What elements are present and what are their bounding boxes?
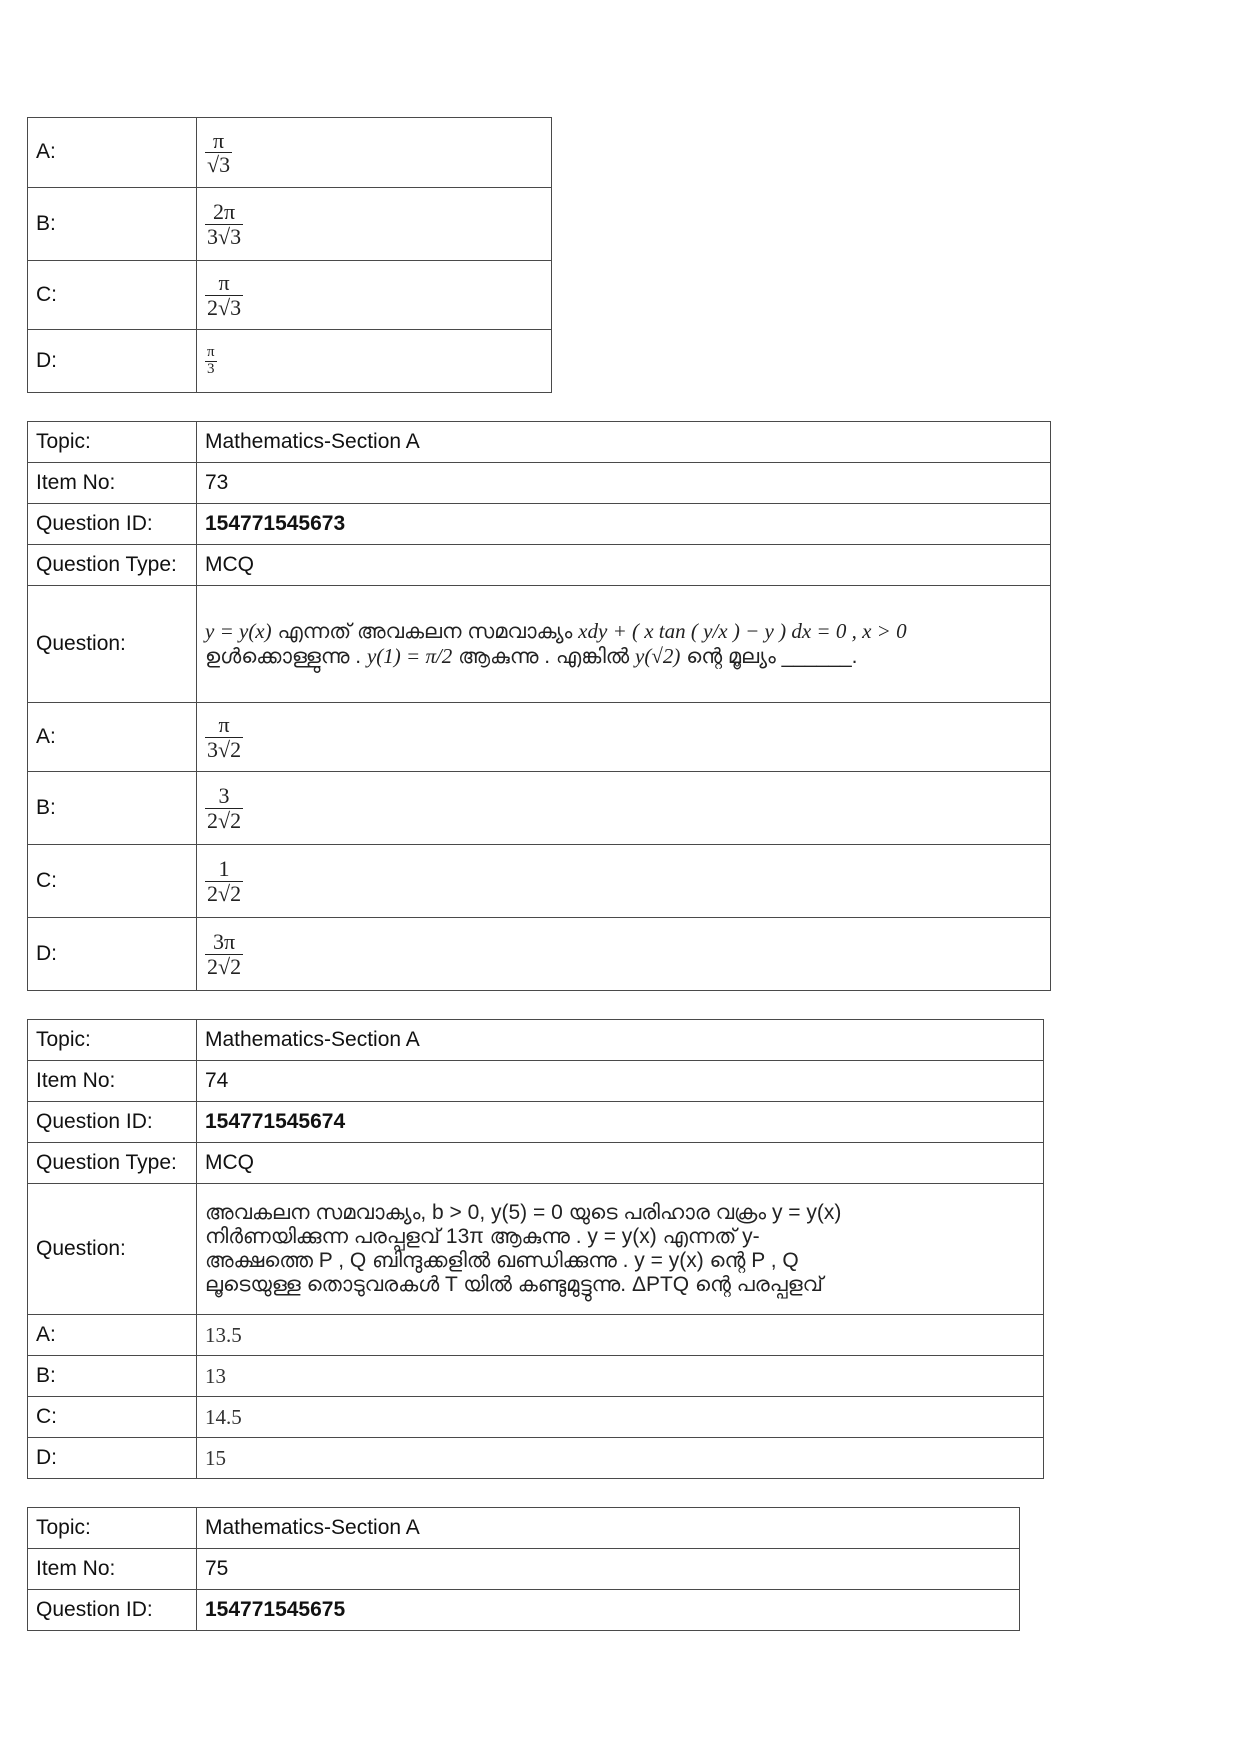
math-expression: y(√2) xyxy=(635,644,681,668)
question-line: ലൂടെയുള്ള തൊടുവരകൾ T യിൽ കണ്ടുമുട്ടുന്നു. ΔPTQ ന്റെ പരപ്പളവ് xyxy=(205,1273,823,1297)
question-id-value: 154771545674 xyxy=(197,1102,1044,1143)
option-value xyxy=(197,845,1051,918)
question-line: അവകലന സമവാക്യം, b > 0, y(5) = 0 യുടെ പരിഹാര വക്രം y = y(x) xyxy=(205,1200,842,1224)
option-row xyxy=(28,1397,1044,1438)
question-text xyxy=(197,586,1051,703)
topic-label: Topic: xyxy=(28,1020,197,1061)
fraction-denominator: 2√2 xyxy=(207,807,242,833)
option-row xyxy=(28,703,1051,772)
option-label: D: xyxy=(28,330,197,393)
option-row xyxy=(28,845,1051,918)
option-value xyxy=(197,918,1051,991)
question-type-label: Question Type: xyxy=(28,1143,197,1184)
fraction-numerator: π xyxy=(218,712,230,738)
question-table-74 xyxy=(27,1019,1044,1479)
option-label: D: xyxy=(28,918,197,991)
topic-label: Topic: xyxy=(28,1508,197,1549)
item-no-value: 75 xyxy=(197,1549,1020,1590)
option-value: 14.5 xyxy=(197,1397,1044,1438)
option-label: B: xyxy=(28,772,197,845)
item-no-value: 73 xyxy=(197,463,1051,504)
question-text xyxy=(197,1184,1044,1315)
fraction-numerator: 1 xyxy=(218,856,230,882)
option-row xyxy=(28,118,552,188)
math-expression: xdy + ( x tan ( y/x ) − y ) dx = 0 , x > 0 xyxy=(578,618,907,643)
option-row xyxy=(28,261,552,330)
question-id-value: 154771545675 xyxy=(197,1590,1020,1631)
option-row xyxy=(28,1438,1044,1479)
option-row xyxy=(28,330,552,393)
fraction-numerator: 3π xyxy=(212,929,236,955)
question-table-73 xyxy=(27,421,1051,991)
item-no-label: Item No: xyxy=(28,1549,197,1590)
option-value xyxy=(197,118,552,188)
fraction-numerator: 2π xyxy=(212,199,236,225)
question-label: Question: xyxy=(28,586,197,703)
option-label: B: xyxy=(28,1356,197,1397)
fraction-numerator: 3 xyxy=(218,783,230,809)
option-value: 13.5 xyxy=(197,1315,1044,1356)
question-id-label: Question ID: xyxy=(28,1590,197,1631)
question-id-label: Question ID: xyxy=(28,504,197,545)
options-table-prev xyxy=(27,117,552,393)
question-line xyxy=(205,619,1042,644)
option-label: A: xyxy=(28,1315,197,1356)
fraction-denominator: 2√3 xyxy=(207,294,242,320)
fraction-denominator: 3√3 xyxy=(207,223,242,249)
option-value xyxy=(197,188,552,261)
question-text-fragment: ഉൾക്കൊള്ളുന്നു . xyxy=(205,645,367,668)
option-row xyxy=(28,772,1051,845)
math-expression: y = y(x) xyxy=(205,618,272,643)
option-value: 15 xyxy=(197,1438,1044,1479)
item-no-label: Item No: xyxy=(28,1061,197,1102)
fraction-denominator: 3 xyxy=(207,360,215,377)
question-label: Question: xyxy=(28,1184,197,1315)
topic-value: Mathematics-Section A xyxy=(197,1020,1044,1061)
option-row xyxy=(28,918,1051,991)
option-label: C: xyxy=(28,261,197,330)
question-text-fragment: എന്നത് അവകലന സമവാക്യം xyxy=(271,619,579,643)
topic-value: Mathematics-Section A xyxy=(197,422,1051,463)
option-label: A: xyxy=(28,118,197,188)
option-label: D: xyxy=(28,1438,197,1479)
question-type-value: MCQ xyxy=(197,1143,1044,1184)
option-value xyxy=(197,703,1051,772)
question-text-fragment: ആകുന്നു . എങ്കിൽ xyxy=(452,645,636,668)
topic-label: Topic: xyxy=(28,422,197,463)
question-text-fragment: ന്റെ മൂല്യം ______. xyxy=(680,645,858,668)
option-row xyxy=(28,188,552,261)
question-id-value: 154771545673 xyxy=(197,504,1051,545)
question-line: അക്ഷത്തെ P , Q ബിന്ദുക്കളിൽ ഖണ്ഡിക്കുന്നു . y = y(x) ന്റെ P , Q xyxy=(205,1249,799,1272)
question-id-label: Question ID: xyxy=(28,1102,197,1143)
topic-value: Mathematics-Section A xyxy=(197,1508,1020,1549)
question-type-value: MCQ xyxy=(197,545,1051,586)
fraction-denominator: √3 xyxy=(207,152,231,177)
fraction-denominator: 2√2 xyxy=(207,880,242,906)
option-row xyxy=(28,1315,1044,1356)
option-value xyxy=(197,330,552,393)
fraction-numerator: π xyxy=(218,270,230,296)
fraction-denominator: 3√2 xyxy=(207,736,242,762)
fraction-numerator: π xyxy=(212,127,225,153)
fraction-denominator: 2√2 xyxy=(207,953,242,979)
option-value xyxy=(197,261,552,330)
question-line: നിർണയിക്കുന്ന പരപ്പളവ് 13π ആകുന്നു . y = y(x) എന്നത് y- xyxy=(205,1224,760,1248)
option-label: C: xyxy=(28,1397,197,1438)
option-value xyxy=(197,772,1051,845)
fraction-numerator: π xyxy=(207,343,215,360)
option-label: B: xyxy=(28,188,197,261)
item-no-value: 74 xyxy=(197,1061,1044,1102)
question-line xyxy=(205,644,1042,669)
question-table-75 xyxy=(27,1507,1020,1631)
item-no-label: Item No: xyxy=(28,463,197,504)
option-value: 13 xyxy=(197,1356,1044,1397)
question-type-label: Question Type: xyxy=(28,545,197,586)
math-expression: y(1) = π/2 xyxy=(366,644,453,668)
option-label: C: xyxy=(28,845,197,918)
option-row xyxy=(28,1356,1044,1397)
option-label: A: xyxy=(28,703,197,772)
